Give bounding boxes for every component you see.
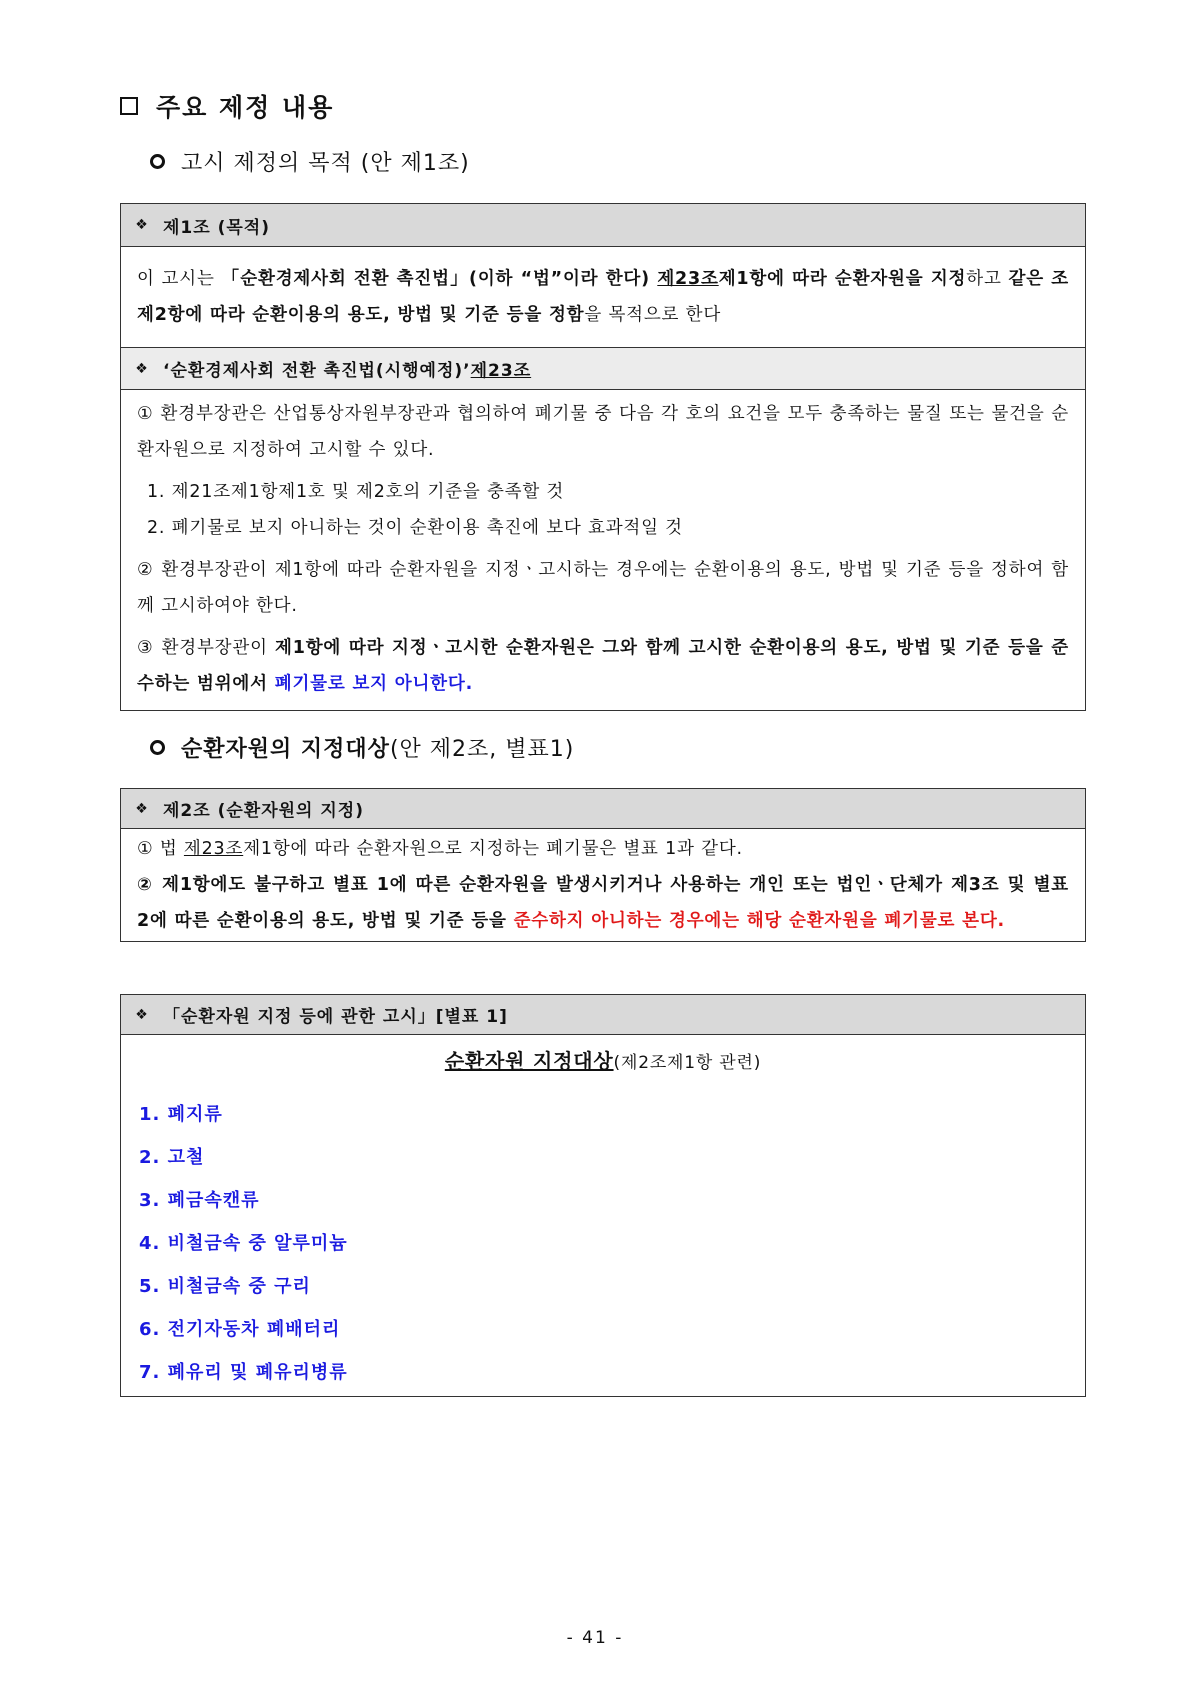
- article1-body: [121, 247, 1085, 347]
- list-item: 6. 전기자동차 폐배터리: [139, 1319, 341, 1340]
- annex1-title-main: 순환자원 지정대상: [444, 1049, 614, 1073]
- article1-law-name: 「순환경제사회 전환 촉진법」(이하 “법”이라 한다): [221, 269, 658, 289]
- list-item: 4. 비철금속 중 알루미늄: [139, 1233, 348, 1254]
- section-target-subtitle: (안 제2조, 별표1): [389, 737, 575, 762]
- square-bullet-icon: [120, 97, 138, 115]
- article1-designate: 제1항에 따라 순환자원을 지정: [718, 269, 967, 289]
- diamond-bullet-icon: ❖: [135, 360, 149, 377]
- article2-header-text: 제2조 (순환자원의 지정): [163, 801, 365, 821]
- list-item: 2. 고철: [139, 1147, 205, 1168]
- annex1-header: [121, 995, 1085, 1035]
- list-item: 5. 비철금속 중 구리: [139, 1276, 311, 1297]
- article2-paragraph-2: ② 제1항에도 불구하고 별표 1에 따른 순환자원을 발생시키거나 사용하는 개인 또는 법인ㆍ단체가 제3조 및 별표 2에 따른 순환이용의 용도, 방법 및 기준 등을 준수하지 아니하는 경우에는 해당 순환자원을 폐기물로 본다.: [137, 875, 1069, 931]
- annex1-box: [120, 994, 1086, 1397]
- article1-text: 하고: [966, 269, 1009, 289]
- article2-paragraph-1: ① 법 제23조제1항에 따라 순환자원으로 지정하는 폐기물은 별표 1과 같다.: [137, 839, 743, 859]
- page-number: - 41 -: [566, 1628, 624, 1648]
- annex1-body: [121, 1035, 1085, 1396]
- law-item-1: 1. 제21조제1항제1호 및 제2호의 기준을 충족할 것: [147, 482, 565, 502]
- article1-header: [121, 204, 1085, 247]
- law-paragraph-2: ② 환경부장관이 제1항에 따라 순환자원을 지정ㆍ고시하는 경우에는 순환이용의 용도, 방법 및 기준 등을 정하여 함께 고시하여야 한다.: [137, 560, 1069, 616]
- annex1-title: [137, 1041, 1069, 1083]
- article2-box: [120, 788, 1086, 942]
- list-item: 3. 폐금속캔류: [139, 1190, 260, 1211]
- circle-bullet-icon: [150, 154, 165, 169]
- diamond-bullet-icon: ❖: [135, 217, 149, 233]
- list-item: 1. 폐지류: [139, 1104, 223, 1125]
- law-item-2: 2. 폐기물로 보지 아니하는 것이 순환이용 촉진에 보다 효과적일 것: [147, 518, 683, 538]
- article1-article-ref: 제23조: [657, 269, 719, 289]
- diamond-bullet-icon: ❖: [135, 800, 149, 817]
- section-target-heading: [150, 732, 574, 763]
- main-heading: [120, 88, 334, 124]
- law-article-ref: 제23조: [470, 361, 532, 381]
- article2-header: [121, 789, 1085, 829]
- law-name: ‘순환경제사회 전환 촉진법(시행예정)’: [163, 361, 471, 381]
- law-article23-header: [121, 347, 1085, 390]
- article2-body: [121, 829, 1085, 941]
- list-item: 7. 폐유리 및 폐유리병류: [139, 1362, 348, 1383]
- article1-criteria: 같은 조 제2항에 따라 순환이용의 용도, 방법 및 기준 등을 정함: [137, 269, 1070, 325]
- purpose-box: [120, 203, 1086, 711]
- circle-bullet-icon: [150, 740, 165, 755]
- annex1-header-text: 「순환자원 지정 등에 관한 고시」[별표 1]: [163, 1007, 508, 1027]
- article1-text: 을 목적으로 한다: [584, 305, 722, 325]
- annex1-title-sub: (제2조제1항 관련): [613, 1053, 762, 1073]
- main-heading-text: 주요 제정 내용: [156, 93, 335, 122]
- law-paragraph-1: ① 환경부장관은 산업통상자원부장관과 협의하여 폐기물 중 다음 각 호의 요건을 모두 충족하는 물질 또는 물건을 순환자원으로 지정하여 고시할 수 있다.: [137, 404, 1069, 460]
- law-paragraph-3: ③ 환경부장관이 제1항에 따라 지정ㆍ고시한 순환자원은 그와 함께 고시한 순환이용의 용도, 방법 및 기준 등을 준수하는 범위에서 폐기물로 보지 아니한다.: [137, 638, 1069, 694]
- article1-text: 이 고시는: [137, 269, 222, 289]
- article1-header-text: 제1조 (목적): [163, 217, 270, 238]
- section-purpose-heading: [150, 146, 470, 177]
- law-paragraph-3-highlight: 폐기물로 보지 아니한다.: [274, 674, 474, 694]
- article2-article-ref: 제23조: [183, 839, 244, 859]
- article2-paragraph-2-highlight: 준수하지 아니하는 경우에는 해당 순환자원을 폐기물로 본다.: [513, 911, 1005, 931]
- section-target-title: 순환자원의 지정대상: [181, 737, 390, 762]
- section-purpose-title: 고시 제정의 목적 (안 제1조): [181, 151, 470, 176]
- diamond-bullet-icon: ❖: [135, 1006, 149, 1023]
- law-article23-body: [121, 390, 1085, 710]
